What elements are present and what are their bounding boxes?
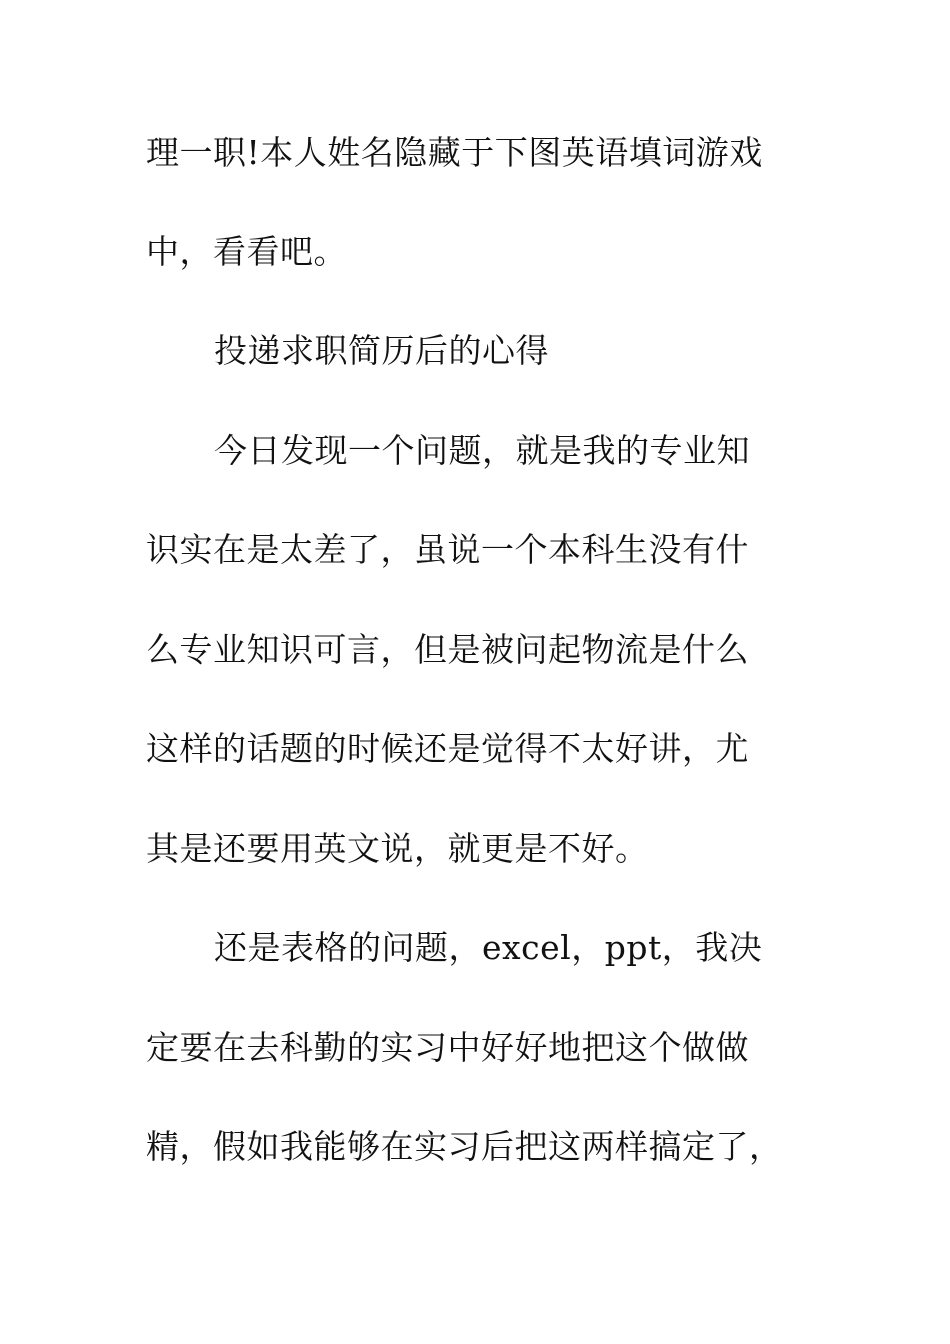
paragraph-start: 今日发现一个问题，就是我的专业知 [214,431,750,470]
text-line: 识实在是太差了，虽说一个本科生没有什 [146,530,749,569]
text-line: 定要在去科勤的实习中好好地把这个做做 [146,1028,749,1067]
text-line: 精，假如我能够在实习后把这两样搞定了， [146,1127,783,1166]
paragraph-start: 还是表格的问题，excel，ppt，我决 [214,928,763,967]
text-line: 么专业知识可言，但是被问起物流是什么 [146,630,749,669]
section-heading: 投递求职简历后的心得 [214,331,549,370]
text-line: 其是还要用英文说，就更是不好。 [146,829,649,868]
text-line: 理一职!本人姓名隐藏于下图英语填词游戏 [146,133,763,172]
text-line: 中，看看吧。 [146,232,347,271]
text-line: 这样的话题的时候还是觉得不太好讲，尤 [146,729,749,768]
